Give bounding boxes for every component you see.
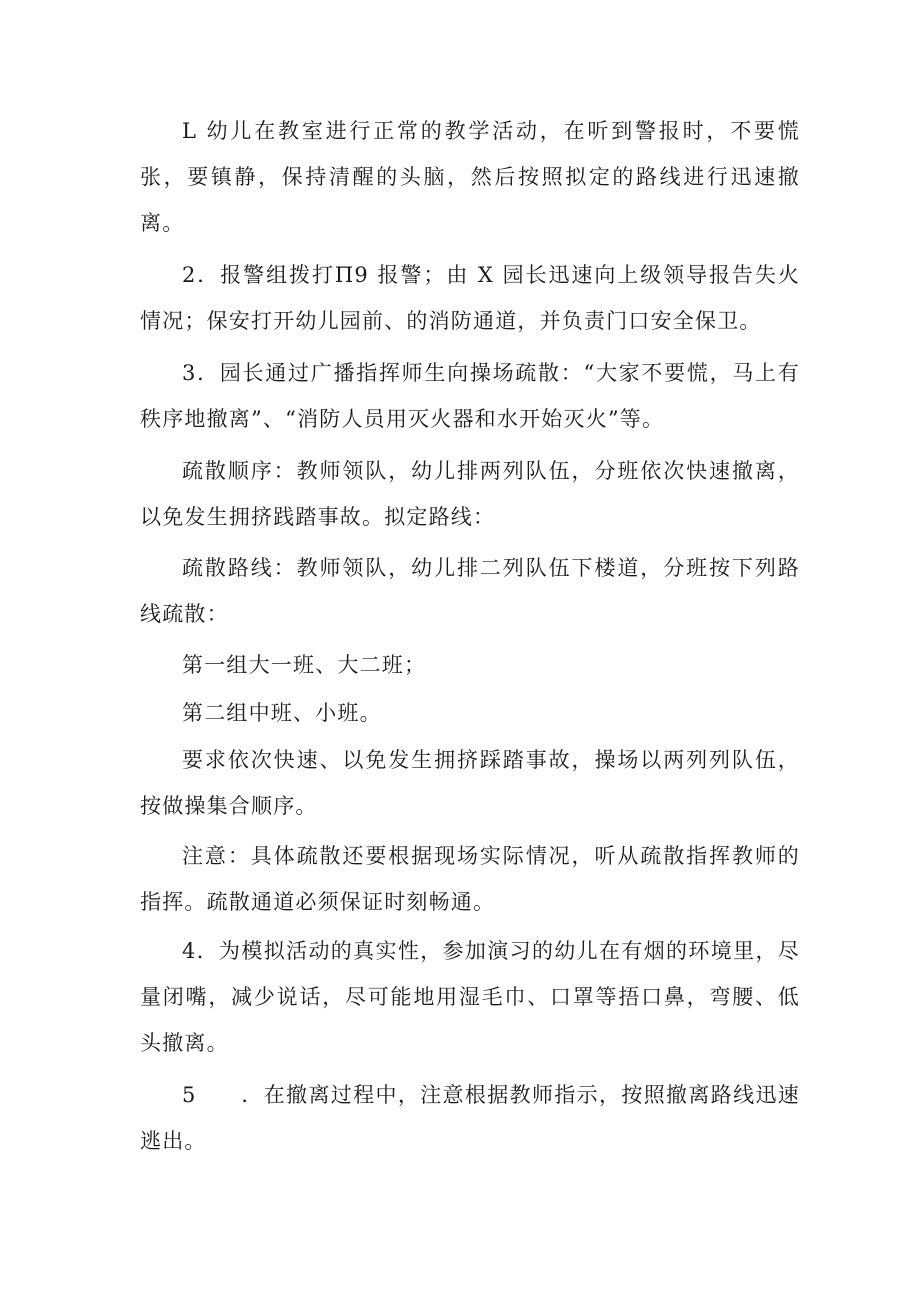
paragraph-evacuation-order: 疏散顺序：教师领队，幼儿排两列队伍，分班依次快速撤离，以免发生拥挤践踏事故。拟定路线： (140, 459, 800, 529)
paragraph-3-broadcast-command: 3．园长通过广播指挥师生向操场疏散：“大家不要慌，马上有秩序地撤离”、“消防人员用灭火器和水开始灭火”等。 (140, 361, 800, 431)
paragraph-5-follow-route: 5 ．在撤离过程中，注意根据教师指示，按照撤离路线迅速逃出。 (140, 1083, 800, 1153)
paragraph-requirements: 要求依次快速、以免发生拥挤踩踏事故，操场以两列列队伍，按做操集合顺序。 (140, 748, 800, 818)
paragraph-group-one: 第一组大一班、大二班； (182, 653, 427, 677)
paragraph-evacuation-route: 疏散路线：教师领队，幼儿排二列队伍下楼道，分班按下列路线疏散： (140, 556, 800, 626)
paragraph-notice: 注意：具体疏散还要根据现场实际情况，听从疏散指挥教师的指挥。疏散通道必须保证时刻畅通。 (140, 844, 800, 914)
paragraph-4-smoke-safety: 4．为模拟活动的真实性，参加演习的幼儿在有烟的环境里，尽量闭嘴，减少说话，尽可能地用湿毛巾、口罩等捂口鼻，弯腰、低头撤离。 (140, 939, 800, 1055)
paragraph-group-two: 第二组中班、小班。 (182, 701, 382, 725)
paragraph-1-classroom-evacuation: L 幼儿在教室进行正常的教学活动，在听到警报时，不要慌张，要镇静，保持清醒的头脑，然后按照拟定的路线进行迅速撤离。 (140, 119, 800, 235)
paragraph-2-alarm-report: 2．报警组拨打Π9 报警；由 X 园长迅速向上级领导报告失火情况；保安打开幼儿园前、的消防通道，并负责门口安全保卫。 (140, 263, 800, 333)
